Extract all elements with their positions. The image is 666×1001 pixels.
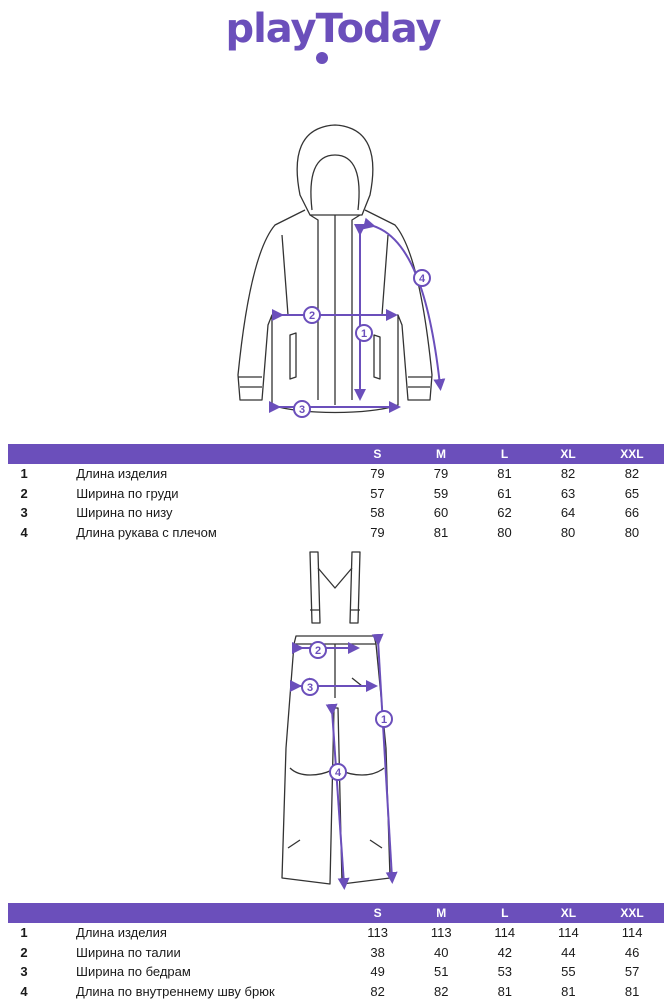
size-value: 51 [409,962,473,982]
size-header: XL [537,903,601,923]
row-number: 2 [8,943,40,963]
size-header: XL [536,444,600,464]
size-value: 79 [346,464,410,484]
jacket-illustration [0,115,666,425]
size-value: 79 [409,464,473,484]
size-header: XXL [600,903,664,923]
pants-illustration [0,548,666,896]
measurement-name: Длина по внутреннему шву брюк [40,982,346,1001]
size-value: 42 [473,943,537,963]
size-value: 114 [600,923,664,943]
size-value: 46 [600,943,664,963]
size-value: 81 [600,982,664,1001]
size-value: 82 [536,464,600,484]
pants-marker-2-label: 2 [315,645,321,657]
size-value: 114 [473,923,537,943]
measurement-name: Ширина по талии [40,943,346,963]
measurement-name: Длина изделия [40,923,346,943]
size-value: 80 [473,523,537,543]
size-header: M [409,444,473,464]
row-number: 1 [8,464,40,484]
size-value: 40 [409,943,473,963]
size-value: 80 [536,523,600,543]
table-row [8,503,664,523]
brand-logo [0,6,666,52]
size-value: 81 [409,523,473,543]
row-number: 1 [8,923,40,943]
size-value: 82 [600,464,664,484]
row-number: 4 [8,523,40,543]
measurement-name: Длина рукава с плечом [40,523,345,543]
size-header: XXL [600,444,664,464]
size-value: 81 [473,464,537,484]
measurement-name: Длина изделия [40,464,345,484]
table-header-row [8,903,664,923]
size-value: 114 [537,923,601,943]
jacket-marker-2-label: 2 [309,310,315,322]
size-value: 65 [600,484,664,504]
size-value: 57 [346,484,410,504]
table-row [8,982,664,1001]
size-value: 79 [346,523,410,543]
size-value: 66 [600,503,664,523]
size-value: 44 [537,943,601,963]
table-row [8,923,664,943]
size-value: 63 [536,484,600,504]
table-header-row [8,444,664,464]
pants-marker-1-label: 1 [381,714,387,726]
pants-size-table [8,903,664,1001]
row-number: 3 [8,962,40,982]
size-value: 113 [409,923,473,943]
size-value: 53 [473,962,537,982]
measurement-name: Ширина по груди [40,484,345,504]
measurement-name: Ширина по бедрам [40,962,346,982]
row-number: 4 [8,982,40,1001]
size-value: 82 [346,982,410,1001]
size-value: 82 [409,982,473,1001]
size-value: 59 [409,484,473,504]
table-row [8,484,664,504]
size-value: 60 [409,503,473,523]
size-header: L [473,444,537,464]
size-value: 113 [346,923,410,943]
size-header: L [473,903,537,923]
jacket-marker-1-label: 1 [361,328,367,340]
size-header: S [346,903,410,923]
size-value: 81 [473,982,537,1001]
logo-dot [316,52,328,64]
table-row [8,523,664,543]
table-row [8,943,664,963]
size-header: S [346,444,410,464]
size-value: 62 [473,503,537,523]
size-value: 81 [537,982,601,1001]
jacket-size-table [8,444,664,542]
measurement-name: Ширина по низу [40,503,345,523]
pants-marker-4-label: 4 [335,767,342,779]
size-value: 57 [600,962,664,982]
row-number: 2 [8,484,40,504]
logo-text: playToday [225,6,440,52]
size-value: 55 [537,962,601,982]
row-number: 3 [8,503,40,523]
size-value: 38 [346,943,410,963]
table-row [8,464,664,484]
size-value: 80 [600,523,664,543]
size-value: 61 [473,484,537,504]
pants-marker-3-label: 3 [307,682,313,694]
jacket-marker-3-label: 3 [299,404,305,416]
size-header: M [409,903,473,923]
jacket-marker-4-label: 4 [419,273,426,285]
size-value: 64 [536,503,600,523]
size-value: 49 [346,962,410,982]
table-row [8,962,664,982]
size-value: 58 [346,503,410,523]
